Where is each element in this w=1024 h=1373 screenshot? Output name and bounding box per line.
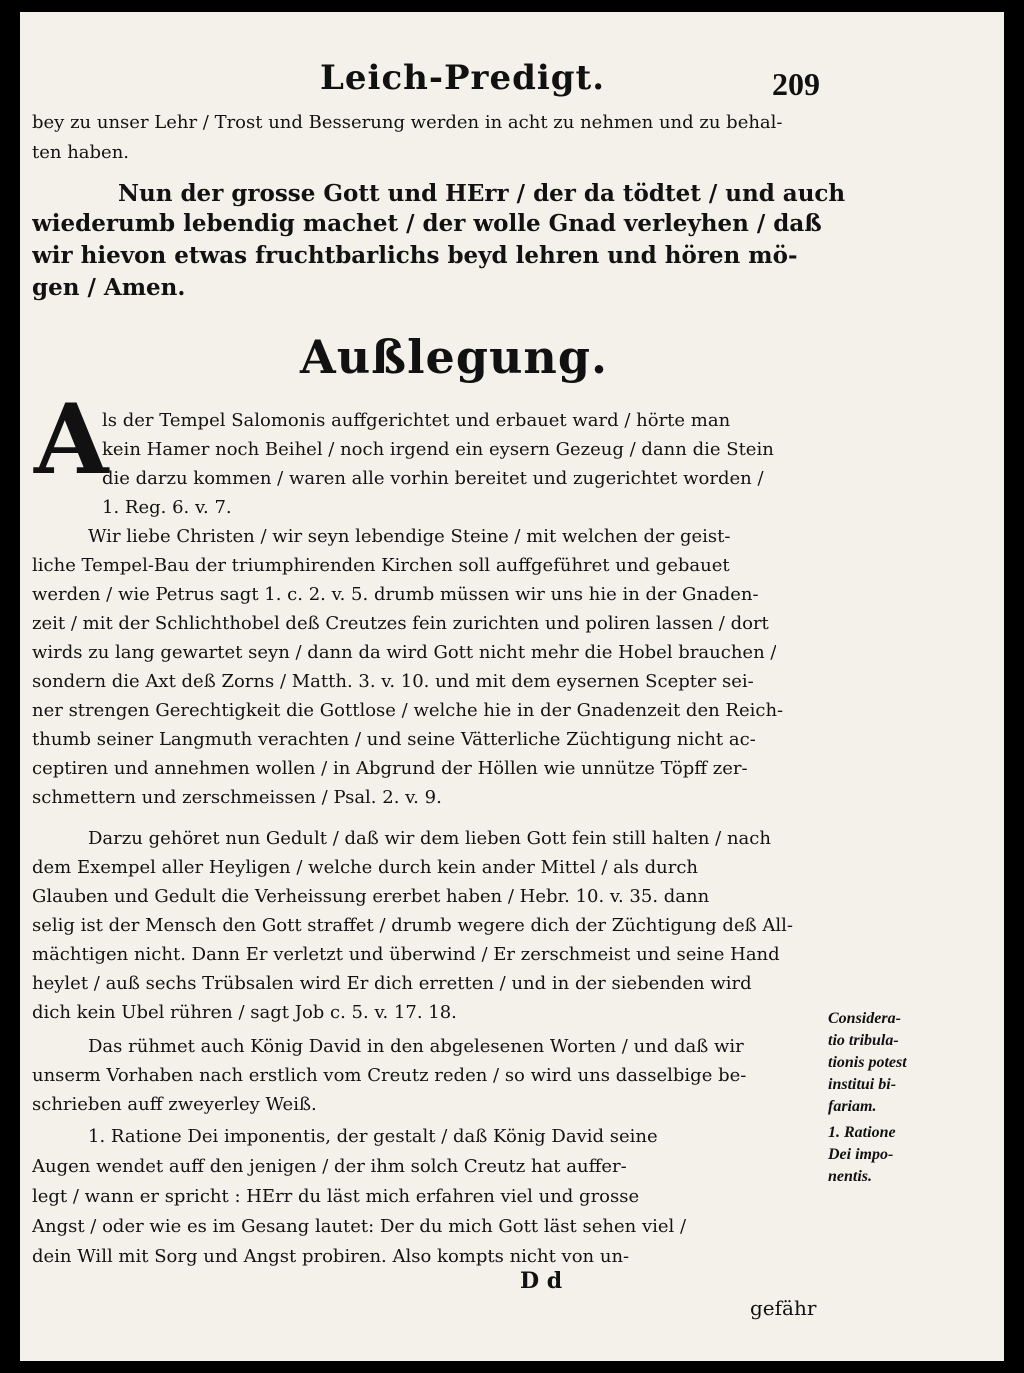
text-line: schmettern und zerschmeissen / Psal. 2. v. 9.	[32, 787, 442, 808]
text-line: Glauben und Gedult die Verheissung ererbet haben / Hebr. 10. v. 35. dann	[32, 886, 710, 907]
text-line: dem Exempel aller Heyligen / welche durch kein ander Mittel / als durch	[32, 857, 699, 878]
text-line: ls der Tempel Salomonis auffgerichtet und erbauet ward / hörte man	[102, 410, 731, 431]
text-line: schrieben auff zweyerley Weiß.	[32, 1094, 317, 1115]
margin-note-line: institui bi-	[828, 1076, 897, 1093]
text-line: mächtigen nicht. Dann Er verletzt und überwind / Er zerschmeist und seine Hand	[32, 944, 780, 965]
text-line: Wir liebe Christen / wir seyn lebendige Steine / mit welchen der geist-	[88, 526, 731, 547]
text-line: wiederumb lebendig machet / der wolle Gnad verleyhen / daß	[32, 210, 822, 237]
text-line: heylet / auß sechs Trübsalen wird Er dich erretten / und in der siebenden wird	[32, 973, 752, 994]
text-line: 1. Ratione Dei imponentis, der gestalt / daß König David seine	[88, 1126, 658, 1147]
text-line: dein Will mit Sorg und Angst probiren. Also kompts nicht von un-	[32, 1246, 630, 1267]
text-line: gen / Amen.	[32, 274, 186, 301]
margin-note-line: tionis potest	[828, 1054, 907, 1071]
text-line: werden / wie Petrus sagt 1. c. 2. v. 5. drumb müssen wir uns hie in der Gnaden-	[32, 584, 759, 605]
margin-note-line: Dei impo-	[828, 1146, 894, 1163]
text-line: ner strengen Gerechtigkeit die Gottlose / welche hie in der Gnadenzeit den Reich-	[32, 700, 784, 721]
text-line: Das rühmet auch König David in den abgelesenen Worten / und daß wir	[88, 1036, 744, 1057]
page-number: 209	[772, 66, 820, 102]
text-line: ten haben.	[32, 142, 130, 163]
text-line: die darzu kommen / waren alle vorhin bereitet und zugerichtet worden /	[102, 468, 764, 489]
margin-note-line: nentis.	[828, 1168, 873, 1185]
text-line: selig ist der Mensch den Gott straffet / drumb wegere dich der Züchtigung deß All-	[32, 915, 793, 936]
catchword: gefähr	[750, 1296, 817, 1320]
text-line: liche Tempel-Bau der triumphirenden Kirchen soll auffgeführet und gebauet	[32, 555, 730, 576]
text-line: unserm Vorhaben nach erstlich vom Creutz reden / so wird uns dasselbige be-	[32, 1065, 747, 1086]
margin-note-line: fariam.	[828, 1098, 877, 1115]
running-title: Leich-Predigt.	[320, 58, 606, 98]
drop-cap: A	[34, 383, 109, 496]
text-line: kein Hamer noch Beihel / noch irgend ein eysern Gezeug / dann die Stein	[102, 439, 774, 460]
text-line: sondern die Axt deß Zorns / Matth. 3. v. 10. und mit dem eysernen Scepter sei-	[32, 671, 754, 692]
section-heading: Außlegung.	[300, 330, 609, 384]
text-line: bey zu unser Lehr / Trost und Besserung werden in acht zu nehmen und zu behal-	[32, 112, 783, 133]
text-line: wirds zu lang gewartet seyn / dann da wird Gott nicht mehr die Hobel brauchen /	[32, 642, 777, 663]
margin-note-line: tio tribula-	[828, 1032, 899, 1049]
text-line: thumb seiner Langmuth verachten / und seine Vätterliche Züchtigung nicht ac-	[32, 729, 756, 750]
text-line: legt / wann er spricht : HErr du läst mich erfahren viel und grosse	[32, 1186, 640, 1207]
running-head	[20, 58, 1004, 108]
text-line: dich kein Ubel rühren / sagt Job c. 5. v. 17. 18.	[32, 1002, 457, 1023]
text-line: zeit / mit der Schlichthobel deß Creutzes fein zurichten und poliren lassen / dort	[32, 613, 769, 634]
signature-mark: D d	[520, 1268, 563, 1294]
text-line: 1. Reg. 6. v. 7.	[102, 497, 232, 518]
text-line: wir hievon etwas fruchtbarlichs beyd lehren und hören mö-	[32, 242, 798, 269]
text-line: Darzu gehöret nun Gedult / daß wir dem lieben Gott fein still halten / nach	[88, 828, 771, 849]
text-line: Augen wendet auff den jenigen / der ihm solch Creutz hat auffer-	[32, 1156, 627, 1177]
book-page	[20, 12, 1004, 1361]
text-line: Nun der grosse Gott und HErr / der da tödtet / und auch	[118, 180, 846, 207]
margin-note-line: Considera-	[828, 1010, 901, 1027]
margin-note-line: 1. Ratione	[828, 1124, 896, 1141]
text-line: ceptiren und annehmen wollen / in Abgrund der Höllen wie unnütze Töpff zer-	[32, 758, 748, 779]
text-line: Angst / oder wie es im Gesang lautet: Der du mich Gott läst sehen viel /	[32, 1216, 687, 1237]
